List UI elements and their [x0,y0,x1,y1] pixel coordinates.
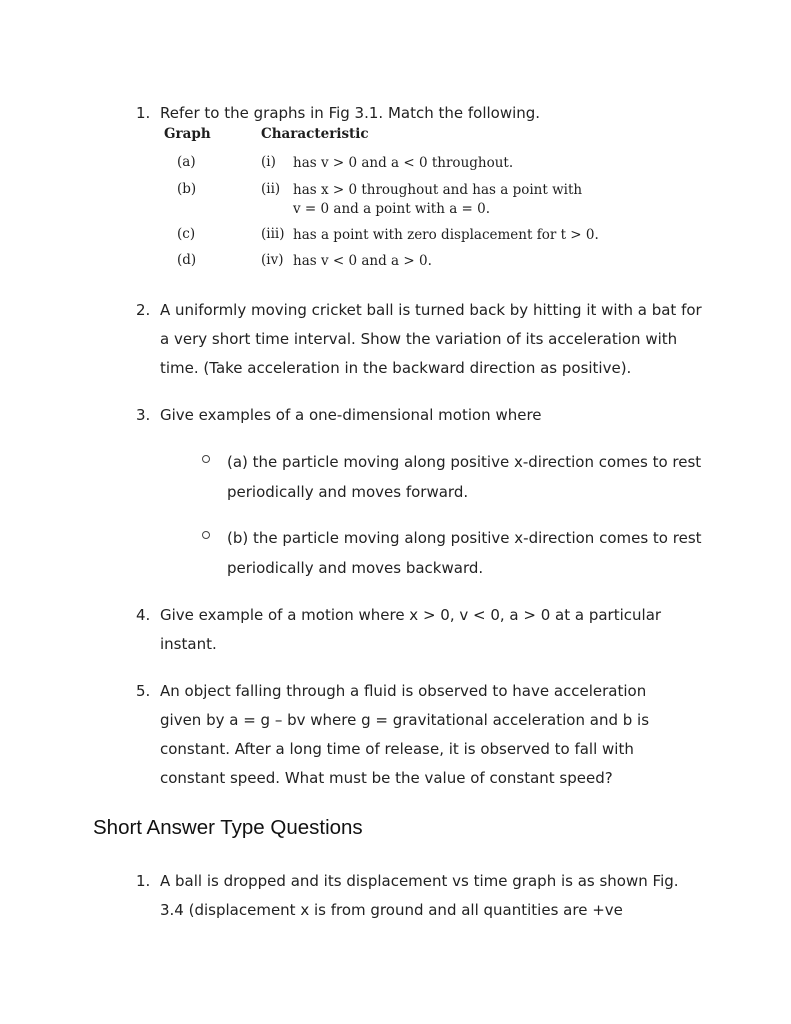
sub-item [202,523,702,583]
question-2 [136,296,706,383]
sub-item-text: (a) the particle moving along positive x-direction comes to rest periodically and moves forward. [227,453,702,501]
question-number: 5. [136,682,151,700]
characteristic-text: has x > 0 throughout and has a point with v = 0 and a point with a = 0. [293,182,583,217]
question-text: An object falling through a fluid is observed to have acceleration given by a = g – bv where g = gravitational acceleration and b is constant. After a long time of release, it is observed to fall with constant speed. What must be the value of constant speed? [160,682,650,787]
question-text: A uniformly moving cricket ball is turned back by hitting it with a bat for a very short time interval. Show the variation of its acceleration with time. (Take acceleration in the backward direction as positive). [160,301,702,377]
question-number: 1. [136,104,151,122]
question-4 [136,601,696,659]
question-5 [136,677,681,793]
question-number: 2. [136,301,151,319]
question-text: Refer to the graphs in Fig 3.1. Match the following. [160,104,541,122]
roman-numeral: (i) [261,154,276,170]
roman-numeral: (iv) [261,252,284,268]
question-number: 3. [136,406,151,424]
characteristic-text: has v > 0 and a < 0 throughout. [293,155,514,171]
question-text: A ball is dropped and its displacement vs time graph is as shown Fig. 3.4 (displacement x is from ground and all quantities are +ve [160,872,679,919]
circle-bullet-icon [202,455,210,463]
graph-label: (a) [177,154,196,170]
roman-numeral: (ii) [261,181,281,197]
question-text: Give example of a motion where x > 0, v < 0, a > 0 at a particular instant. [160,606,662,653]
question-number: 1. [136,872,151,890]
graph-label: (b) [177,181,197,197]
header-graph: Graph [164,126,211,142]
graph-label: (d) [177,252,197,268]
question-text: Give examples of a one-dimensional motion where [160,406,542,424]
sub-item-text: (b) the particle moving along positive x-direction comes to rest periodically and moves backward. [227,529,702,577]
circle-bullet-icon [202,531,210,539]
roman-numeral: (iii) [261,226,285,242]
question-1 [136,99,716,128]
sub-item [202,447,702,507]
question-number: 4. [136,606,151,624]
characteristic-text: has v < 0 and a > 0. [293,253,432,269]
characteristic-text: has a point with zero displacement for t > 0. [293,227,599,243]
header-characteristic: Characteristic [261,126,369,142]
question-3 [136,401,716,430]
short-answer-question-1 [136,867,696,925]
section-heading: Short Answer Type Questions [93,816,363,839]
graph-label: (c) [177,226,196,242]
